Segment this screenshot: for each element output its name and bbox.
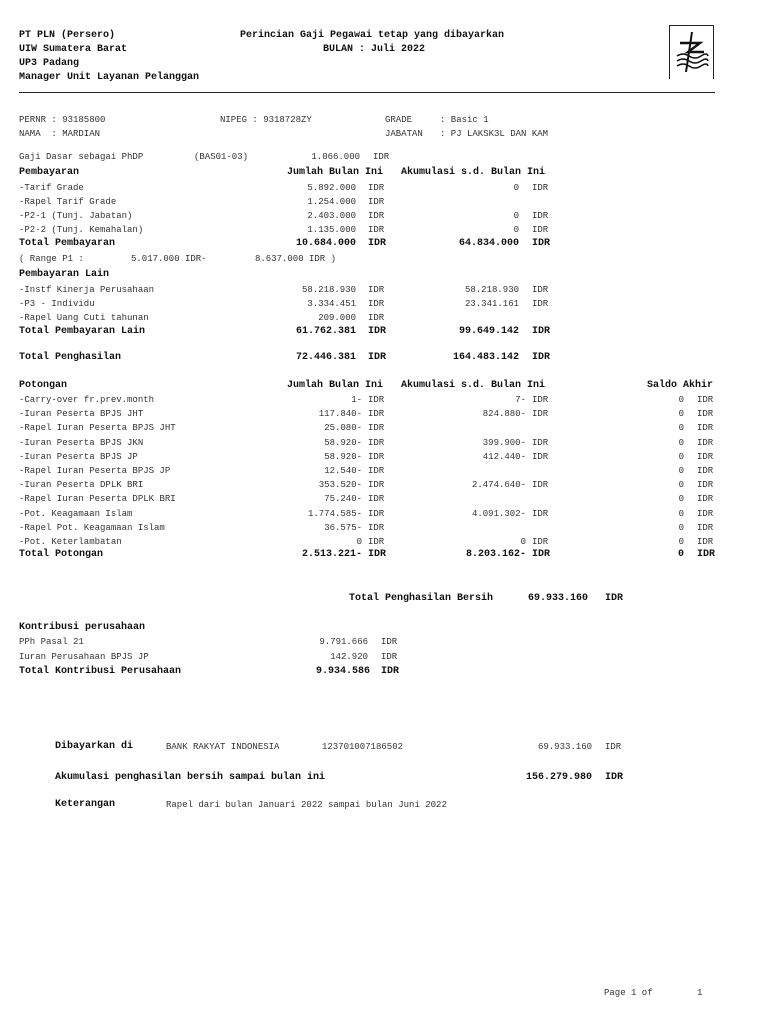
income-total-label: Total Penghasilan [19,352,122,363]
document-title: Perincian Gaji Pegawai tetap yang dibayarkan [240,30,505,41]
deduction-row-currency: IDR [368,409,385,420]
deduction-row-currency2: IDR [532,409,549,420]
deduction-row-label: -Iuran Peserta BPJS JHT [19,409,144,420]
contribution-row-label: PPh Pasal 21 [19,637,84,647]
other-payment-row-label: -Rapel Uang Cuti tahunan [19,313,149,323]
other-payment-row-currency2: IDR [532,299,549,309]
deduction-row-saldo: 0 [678,466,684,476]
deduction-row-currency3: IDR [697,494,714,505]
office-name: Manager Unit Layanan Pelanggan [19,72,200,83]
deduction-row-currency3: IDR [697,423,714,434]
deduction-row-currency: IDR [368,423,385,434]
payment-row-label: -Rapel Tarif Grade [19,197,117,207]
logo-frame [669,25,714,79]
period: BULAN : Juli 2022 [323,44,426,55]
deduction-row-currency2: IDR [532,451,549,462]
deduction-row-currency3: IDR [697,537,714,547]
grade-label: GRADE [385,115,413,125]
deduction-row-amount: 1- [351,395,362,405]
contribution-row-amount: 142.920 [330,652,368,662]
grade-range-label: ( Range P1 : [19,254,84,264]
pernr: PERNR : 93185800 [19,115,106,125]
deduction-row-currency3: IDR [697,508,714,519]
deduction-row-label: -Iuran Peserta DPLK BRI [19,480,144,491]
deduction-row-amount: 353.520- [318,480,362,491]
grade-range-to: 8.637.000 IDR ) [255,254,337,264]
other-payments-total-currency2: IDR [532,326,551,337]
deduction-row-saldo: 0 [678,451,684,462]
deduction-row-amount: 75.240- [324,494,362,505]
deduction-row-amount: 117.840- [318,409,362,420]
payment-row-amount: 2.403.000 [307,211,356,221]
deduction-row-currency: IDR [368,522,385,533]
payment-row-currency2: IDR [532,225,549,235]
deduction-row-label: -Pot. Keterlambatan [19,537,122,547]
deduction-row-amount: 1.774.585- [307,508,362,519]
deductions-col-accum: Akumulasi s.d. Bulan Ini [401,380,546,391]
deductions-total-amount: 2.513.221- [301,549,362,560]
deduction-row-label: -Rapel Iuran Peserta BPJS JP [19,466,171,476]
other-payment-row-currency: IDR [368,285,385,295]
net-accum-currency: IDR [605,772,624,783]
page-indicator-total: 1 [697,988,703,998]
deduction-row-amount: 36.575- [324,522,362,533]
deduction-row-accum: 2.474.640- [471,480,526,491]
other-payment-row-currency2: IDR [532,285,549,295]
income-total-amount: 72.446.381 [295,352,356,363]
deduction-row-currency3: IDR [697,395,714,405]
deductions-total-currency: IDR [368,549,387,560]
deduction-row-currency3: IDR [697,437,714,448]
grade-range-from: 5.017.000 IDR- [131,254,207,264]
nipeg: NIPEG : 9318728ZY [220,115,312,125]
deduction-row-saldo: 0 [678,395,684,405]
other-payment-row-currency: IDR [368,299,385,309]
deduction-row-currency: IDR [368,537,385,547]
deductions-total-currency2: IDR [532,549,551,560]
deduction-row-amount: 25.080- [324,423,362,434]
deduction-row-saldo: 0 [678,437,684,448]
basic-salary-label: Gaji Dasar sebagai PhDP [19,152,144,162]
deductions-total-saldo: 0 [677,549,684,560]
deduction-row-accum: 399.900- [482,437,526,448]
deduction-row-currency: IDR [368,466,385,476]
deduction-row-currency2: IDR [532,508,549,519]
other-payment-row-label: -P3 - Individu [19,299,95,309]
other-payment-row-label: -Instf Kinerja Perusahaan [19,285,155,295]
unit-name: UIW Sumatera Barat [19,44,128,55]
deduction-row-currency3: IDR [697,522,714,533]
payments-total-accum: 64.834.000 [458,238,519,249]
contribution-row-amount: 9.791.666 [319,637,368,647]
contribution-row-label: Iuran Perusahaan BPJS JP [19,652,149,662]
payments-heading: Pembayaran [19,167,80,178]
deduction-row-saldo: 0 [678,423,684,434]
deduction-row-currency: IDR [368,395,385,405]
deduction-row-currency2: IDR [532,537,549,547]
deduction-row-currency2: IDR [532,395,549,405]
deduction-row-currency: IDR [368,480,385,491]
other-payment-row-currency: IDR [368,313,385,323]
deduction-row-saldo: 0 [678,522,684,533]
account-number: 123701007186502 [322,742,404,752]
jabatan-label: JABATAN [385,129,423,139]
other-payment-row-amount: 3.334.451 [307,299,356,309]
payment-row-currency2: IDR [532,183,549,193]
other-payments-heading: Pembayaran Lain [19,269,110,280]
payment-row-accum: 0 [513,183,519,193]
other-payment-row-amount: 58.218.930 [301,285,356,295]
payments-col-month: Jumlah Bulan Ini [287,167,384,178]
income-total-accum: 164.483.142 [452,352,519,363]
payment-row-accum: 0 [513,211,519,221]
other-payments-total-amount: 61.762.381 [295,326,356,337]
contributions-total-label: Total Kontribusi Perusahaan [19,666,182,677]
deduction-row-accum: 7- [515,395,526,405]
deduction-row-amount: 58.920- [324,451,362,462]
payments-total-amount: 10.684.000 [295,238,356,249]
deduction-row-amount: 58.920- [324,437,362,448]
note-text: Rapel dari bulan Januari 2022 sampai bulan Juni 2022 [166,800,447,810]
deduction-row-amount: 0 [356,537,362,547]
deduction-row-label: -Iuran Peserta BPJS JP [19,451,138,462]
payments-col-accum: Akumulasi s.d. Bulan Ini [401,167,546,178]
deduction-row-currency3: IDR [697,409,714,420]
net-income-label: Total Penghasilan Bersih [349,593,494,604]
deductions-col-balance: Saldo Akhir [647,380,714,391]
deduction-row-currency: IDR [368,508,385,519]
deduction-row-currency3: IDR [697,466,714,476]
payment-row-currency: IDR [368,211,385,221]
net-income-currency: IDR [605,593,624,604]
payment-row-accum: 0 [513,225,519,235]
deduction-row-amount: 12.540- [324,466,362,476]
deduction-row-label: -Carry-over fr.prev.month [19,395,155,405]
contributions-total-currency: IDR [381,666,400,677]
deductions-total-currency3: IDR [697,549,716,560]
deduction-row-accum: 0 [520,537,526,547]
contribution-row-currency: IDR [381,637,398,647]
contribution-row-currency: IDR [381,652,398,662]
payment-row-amount: 1.135.000 [307,225,356,235]
pln-lightning-logo-icon [670,26,713,78]
other-payments-total-label: Total Pembayaran Lain [19,326,146,337]
other-payments-total-accum: 99.649.142 [458,326,519,337]
sub-unit-name: UP3 Padang [19,58,80,69]
paid-at-label: Dibayarkan di [55,741,134,752]
note-label: Keterangan [55,799,116,810]
deduction-row-label: -Iuran Peserta BPJS JKN [19,437,144,448]
payment-row-currency: IDR [368,183,385,193]
basic-salary-currency: IDR [373,152,390,162]
net-income-amount: 69.933.160 [527,593,588,604]
deduction-row-label: -Pot. Keagamaan Islam [19,508,133,519]
payment-row-currency: IDR [368,225,385,235]
income-total-currency: IDR [368,352,387,363]
deduction-row-saldo: 0 [678,409,684,420]
deduction-row-currency: IDR [368,494,385,505]
contributions-total-amount: 9.934.586 [315,666,370,677]
employee-name: NAMA : MARDIAN [19,129,101,139]
other-payment-row-accum: 58.218.930 [464,285,519,295]
bank-name: BANK RAKYAT INDONESIA [166,742,280,752]
basic-salary-amount: 1.066.000 [311,152,360,162]
deduction-row-saldo: 0 [678,480,684,491]
deduction-row-saldo: 0 [678,494,684,505]
payment-row-currency2: IDR [532,211,549,221]
deduction-row-label: -Rapel Pot. Keagamaan Islam [19,522,165,533]
deduction-row-currency: IDR [368,451,385,462]
deduction-row-accum: 412.440- [482,451,526,462]
net-accum-label: Akumulasi penghasilan bersih sampai bulan ini [55,772,326,783]
deductions-total-accum: 8.203.162- [465,549,526,560]
paid-currency: IDR [605,742,622,752]
payments-total-label: Total Pembayaran [19,238,116,249]
payment-row-currency: IDR [368,197,385,207]
payment-row-amount: 5.892.000 [307,183,356,193]
paid-amount: 69.933.160 [537,742,592,752]
payment-row-amount: 1.254.000 [307,197,356,207]
deduction-row-saldo: 0 [678,508,684,519]
basic-salary-code: (BAS01-03) [194,152,249,162]
contributions-heading: Kontribusi perusahaan [19,622,146,633]
deduction-row-currency3: IDR [697,451,714,462]
deductions-heading: Potongan [19,380,68,391]
payment-row-label: -P2-2 (Tunj. Kemahalan) [19,225,144,235]
deduction-row-accum: 4.091.302- [471,508,526,519]
other-payment-row-amount: 209.000 [318,313,356,323]
net-accum-amount: 156.279.980 [525,772,592,783]
header-divider [19,92,715,93]
deduction-row-label: -Rapel Iuran Peserta DPLK BRI [19,494,176,505]
payments-total-currency: IDR [368,238,387,249]
other-payment-row-accum: 23.341.161 [464,299,519,309]
deductions-total-label: Total Potongan [19,549,104,560]
grade-value: : Basic 1 [440,115,489,125]
deduction-row-saldo: 0 [678,537,684,547]
payment-row-label: -Tarif Grade [19,183,84,193]
payment-row-label: -P2-1 (Tunj. Jabatan) [19,211,133,221]
deduction-row-currency: IDR [368,437,385,448]
jabatan-value: : PJ LAKSK3L DAN KAM [440,129,549,139]
deduction-row-accum: 824.880- [482,409,526,420]
deduction-row-label: -Rapel Iuran Peserta BPJS JHT [19,423,176,434]
income-total-currency2: IDR [532,352,551,363]
payments-total-currency2: IDR [532,238,551,249]
deduction-row-currency3: IDR [697,480,714,491]
deductions-col-month: Jumlah Bulan Ini [287,380,384,391]
other-payments-total-currency: IDR [368,326,387,337]
deduction-row-currency2: IDR [532,480,549,491]
company-name: PT PLN (Persero) [19,30,116,41]
deduction-row-currency2: IDR [532,437,549,448]
page-indicator-label: Page 1 of [604,988,653,998]
